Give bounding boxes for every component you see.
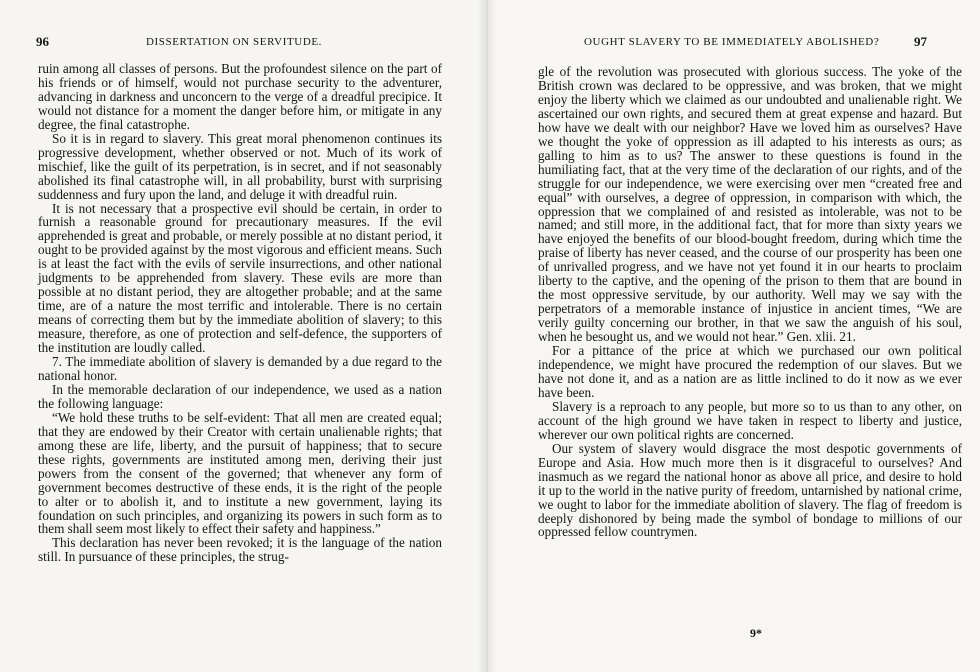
- left-page: [0, 0, 486, 672]
- page-number-left: 96: [36, 34, 49, 49]
- paragraph: Slavery is a reproach to any people, but more so to us than to any other, on account of the high ground we have taken in respect to liberty and justice, wherever our own political rights are concerned.: [538, 398, 962, 442]
- block-quote-paragraph: “We hold these truths to be self-evident: That all men are created equal; that they are endowed by their Creator with certain unalienable rights; that among these are life, liberty, and the pursuit of happiness; that to secure these rights, governments are instituted among men, deriving their just powers from the consent of the governed; that whenever any form of government becomes destructive of these ends, it is the right of the people to alter or to abolish it, and to institute a new government, laying its foundation on such principles, and organizing its powers in such form as to them shall seem most likely to effect their safety and happiness.”: [38, 409, 442, 537]
- paragraph: ruin among all classes of persons. But the profoundest silence on the part of his friends or of himself, would not purchase security to the adventurer, advancing in darkness and unconcern to the verge of a dreadful precipice. It would not distance for a moment the danger before him, or mitigate in any degree, the final catastrophe.: [38, 61, 442, 132]
- paragraph: This declaration has never been revoked; it is the language of the nation still. In pursuance of these principles, the strug-: [38, 535, 442, 565]
- running-head-left: DISSERTATION ON SERVITUDE.: [146, 36, 323, 48]
- paragraph: Our system of slavery would disgrace the most despotic governments of Europe and Asia. How much more then is it disgraceful to ourselves? And inasmuch as we regard the national honor as above all price, and desire to hold it up to the world in the native purity of freedom, untarnished by national crime, we ought to labor for the immediate abolition of slavery. The flag of freedom is deeply dishonored by being made the symbol of bondage to millions of our oppressed fellow countrymen.: [538, 440, 962, 540]
- paragraph: gle of the revolution was prosecuted with glorious success. The yoke of the British crown was declared to be oppressive, and was broken, that we might enjoy the liberty which we claimed as our undoubted and unalienable right. We ascertained our own rights, and secured them at great expense and hazard. But how have we dealt with our neighbor? Have we loved him as ourselves? Have we thought the yoke of oppression as ill adapted to his interests as ours; as galling to him as to us? The answer to these questions is found in the humiliating fact, that at the very time of the declaration of our rights, and of the struggle for our independence, we were exercising over men “created free and equal” with ourselves, a degree of oppression, in comparison with which, the oppression that we complained of and resisted as intolerable, was not to be named; and still more, in the additional fact, that for more than sixty years we have enjoyed the benefits of our blood-bought freedom, during which time the praise of liberty has never ceased, and the course of our prosperity has been one of unrivalled progress, and we have not yet found it in our hearts to proclaim liberty to the captive, and the opening of the prison to them that are bound in the most oppressive servitude, by our authority. Well may we say with the perpetrators of a memorable instance of injustice in ancient times, “We are verily guilty concerning our brother, in that we saw the anguish of his soul, when he besought us, and we would not hear.” Gen. xlii. 21.: [538, 64, 962, 345]
- right-page-body: [538, 65, 962, 539]
- paragraph: It is not necessary that a prospective evil should be certain, in order to furnish a reasonable ground for precautionary measures. If the evil apprehended is great and probable, or merely possible at no distant period, it ought to be provided against by the most vigorous and efficient means. Such is at least the fact with the evils of servile insurrections, and other national judgments to be apprehended from slavery. These evils are more than possible at no distant period, they are altogether probable; and at the same time, are of a nature the most terrific and intolerable. There is no certain means of correcting them but by the immediate abolition of slavery; to this measure, therefore, as one of protection and self-defence, the supporters of the institution are loudly called.: [38, 200, 442, 356]
- right-page: [486, 0, 980, 672]
- book-gutter-shadow: [478, 0, 496, 672]
- paragraph: For a pittance of the price at which we purchased our own political independence, we might have procured the redemption of our slaves. But we have not done it, and as a nation are as little inclined to do it now as we ever have been.: [538, 343, 962, 400]
- running-head-right: OUGHT SLAVERY TO BE IMMEDIATELY ABOLISHED?: [584, 36, 880, 48]
- page-number-right: 97: [914, 34, 927, 49]
- paragraph: So it is in regard to slavery. This great moral phenomenon continues its progressive development, whether observed or not. Much of its work of mischief, like the guilt of its perpetration, is in secret, and if not seasonably abolished its final catastrophe will, in all probability, burst with surprising suddenness and fury upon the land, and deluge it with dreadful ruin.: [38, 130, 442, 202]
- paragraph: 7. The immediate abolition of slavery is demanded by a due regard to the national honor.: [38, 354, 442, 383]
- paragraph: In the memorable declaration of our independence, we used as a nation the following language:: [38, 381, 442, 411]
- left-page-body: [38, 62, 442, 564]
- signature-mark: 9*: [750, 626, 762, 640]
